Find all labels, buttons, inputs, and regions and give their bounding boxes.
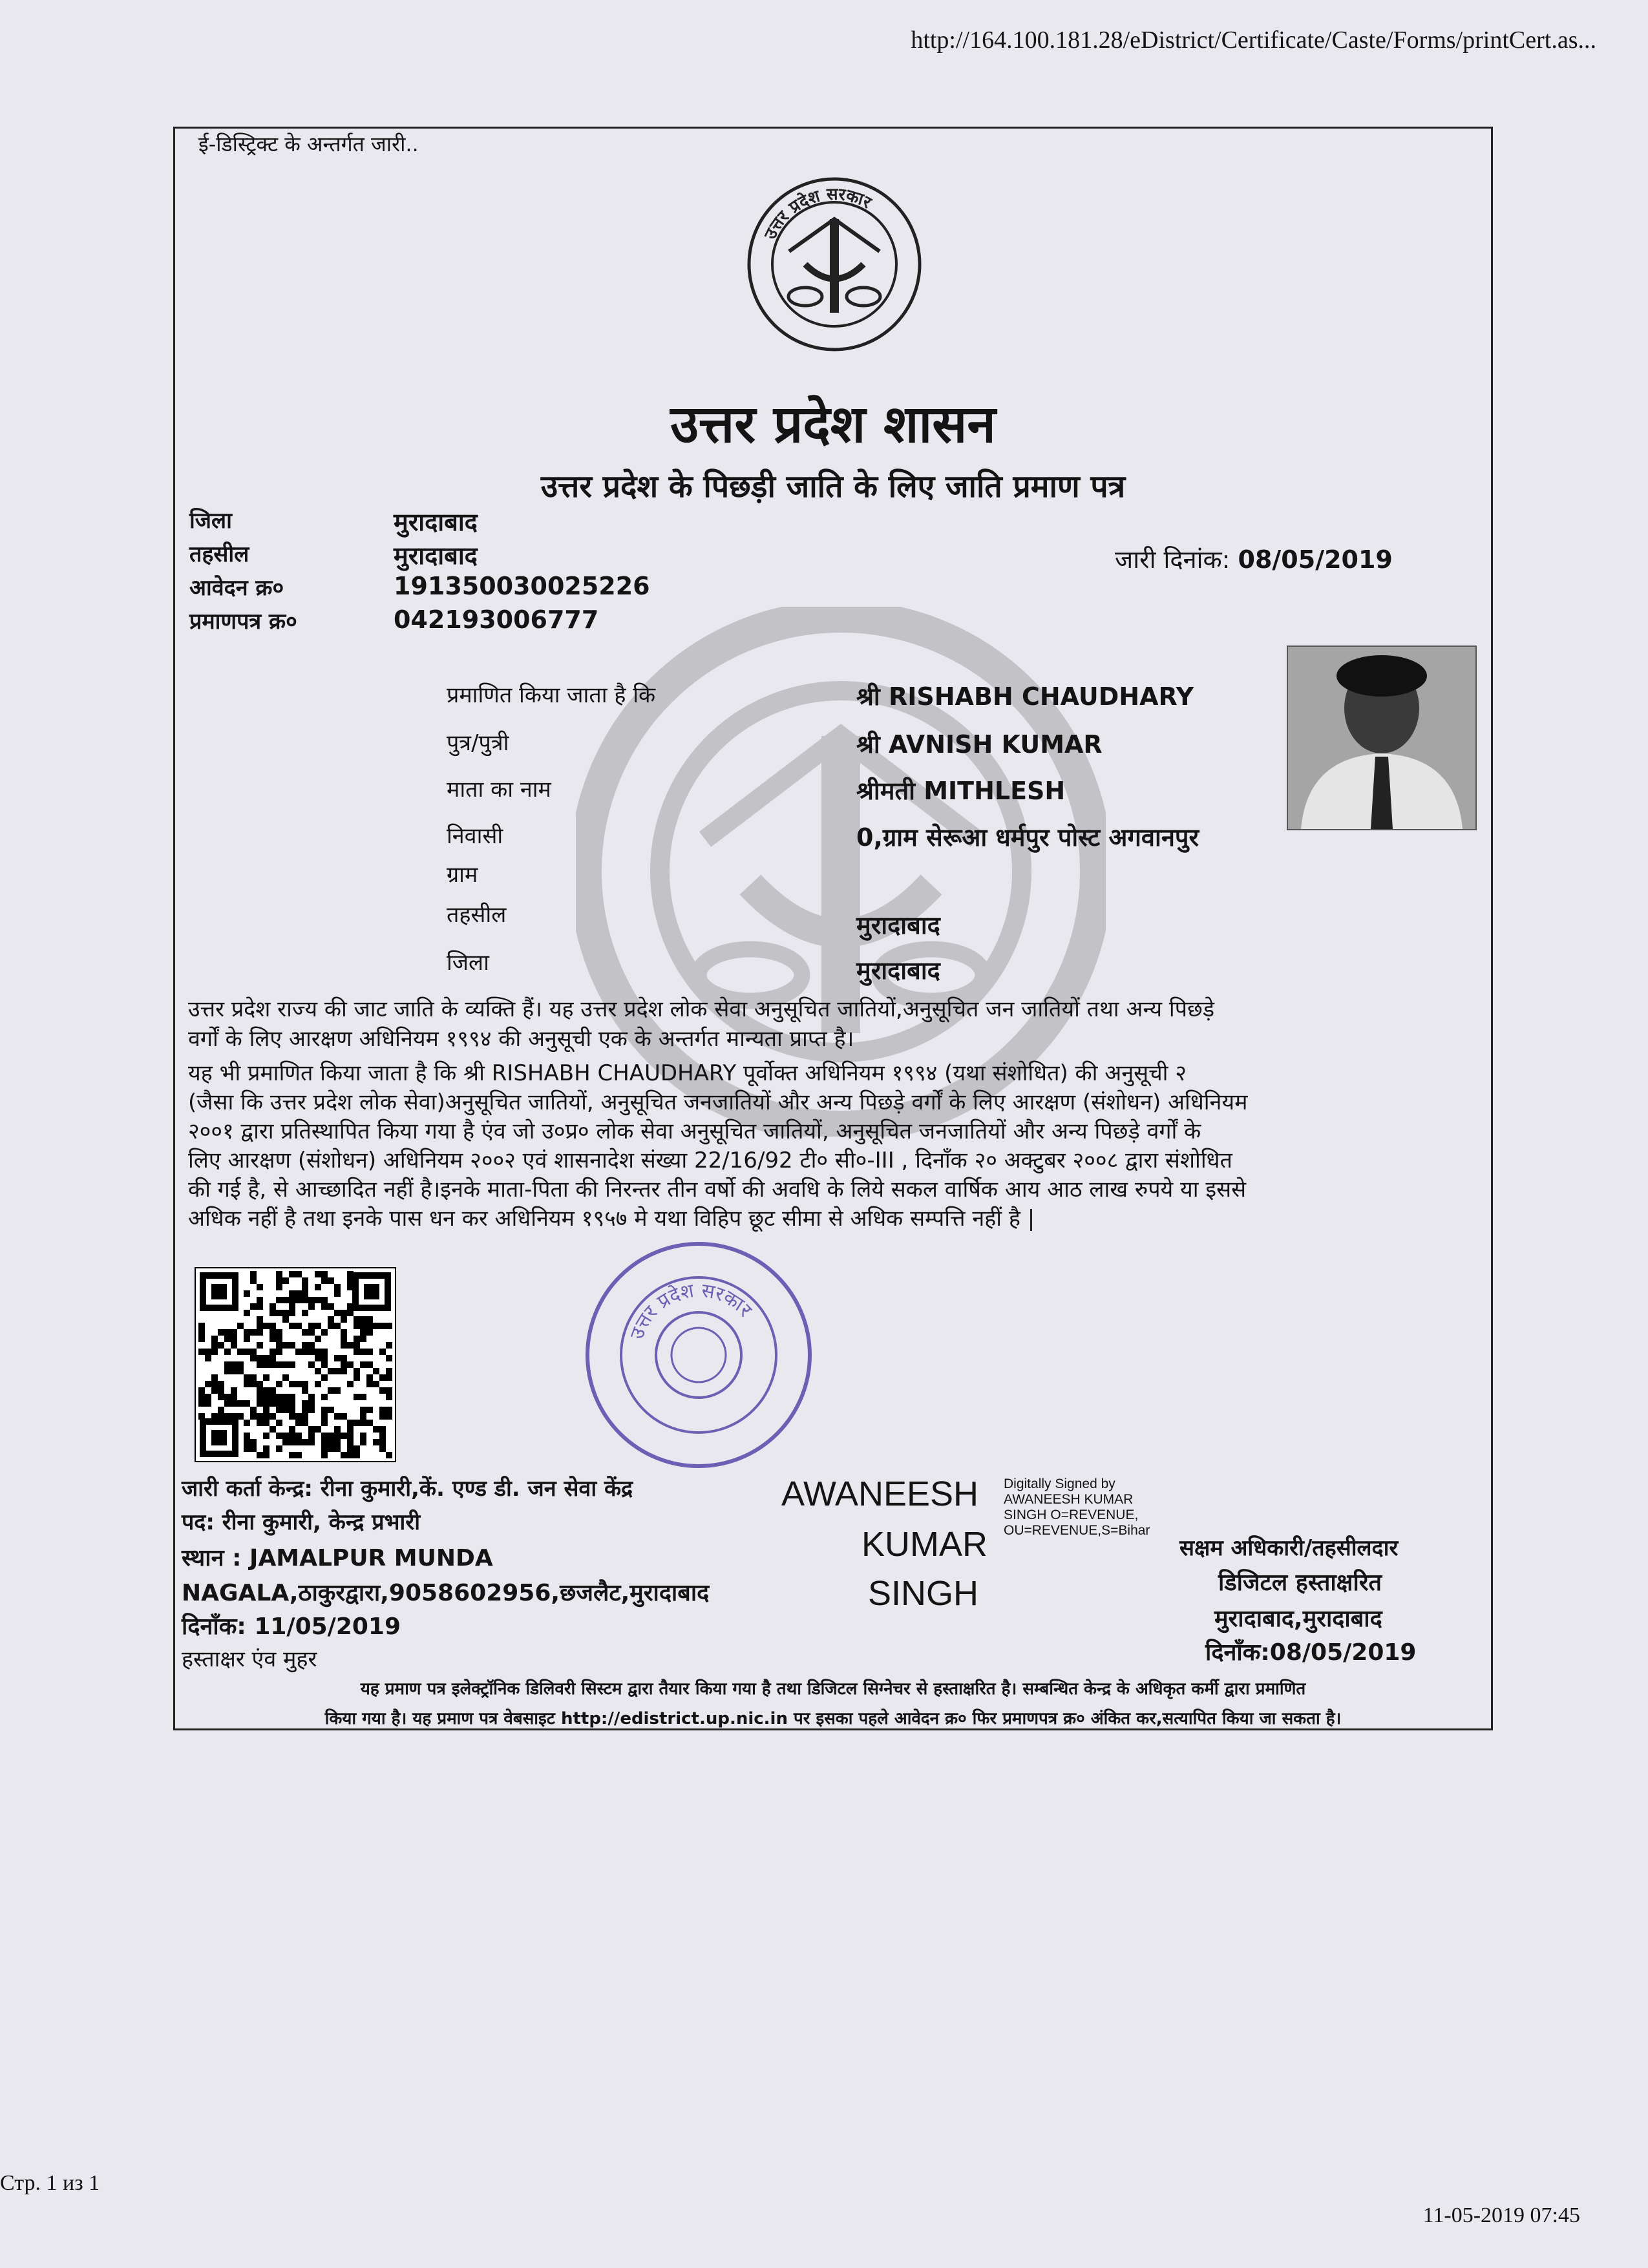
page-counter: Стр. 1 из 1 [0, 2171, 100, 2195]
detail-label-tehsil: तहसील [447, 902, 507, 928]
certificate-subtitle: उत्तर प्रदेश के पिछड़ी जाति के लिए जाति प्रमाण पत्र [540, 468, 1126, 505]
verification-note [182, 1674, 1484, 1734]
detail-label-child-of: पुत्र/पुत्री [447, 730, 509, 756]
meta-value-district: मुरादाबाद [394, 508, 478, 536]
issuer-post: पद: रीना कुमारी, केन्द्र प्रभारी [182, 1509, 421, 1535]
authority-digital: डिजिटल हस्ताक्षरित [1218, 1570, 1382, 1596]
certificate-frame [173, 127, 1493, 1730]
paragraph-line: यह भी प्रमाणित किया जाता है कि श्री RISHABH CHAUDHARY पूर्वोक्त अधिनियम १९९४ (यथा संशोधित) की अनुसूची २ [188, 1060, 1187, 1086]
meta-value-application-no: 191350030025226 [394, 572, 650, 600]
authority-title: सक्षम अधिकारी/तहसीलदार [1179, 1535, 1399, 1561]
emblem-text: उत्तर प्रदेश सरकार [761, 184, 874, 243]
meta-label-application-no: आवेदन क्र० [189, 575, 284, 601]
paragraph-line: २००१ द्वारा प्रतिस्थापित किया गया है एंव जो उ०प्र० लोक सेवा अनुसूचित जातियों, अनुसूचित जनजातियों और अन्य पिछड़े वर्गों के [188, 1118, 1201, 1144]
issuer-center: जारी कर्ता केन्द्र: रीना कुमारी,कें. एण्ड डी. जन सेवा केंद्र [182, 1476, 633, 1502]
paragraph-caste [188, 994, 1481, 1054]
authority-date: दिनाँक:08/05/2019 [1205, 1639, 1417, 1666]
office-seal-icon [582, 1239, 815, 1471]
print-timestamp: 11-05-2019 07:45 [1422, 2203, 1580, 2227]
meta-value-tehsil: मुरादाबाद [394, 541, 478, 570]
issue-date [1115, 542, 1393, 576]
issue-date-label: जारी दिनांक: [1115, 545, 1231, 574]
paragraph-line: लिए आरक्षण (संशोधन) अधिनियम २००२ एवं शासनादेश संख्या 22/16/92 टी० सी०-III , दिनाँक २० अक्टुबर २००८ द्वारा संशोधित [188, 1148, 1232, 1173]
detail-value-resident: 0,ग्राम सेरूआ धर्मपुर पोस्ट अगवानपुर [856, 823, 1199, 852]
issuer-place-line2: NAGALA,ठाकुरद्वारा,9058602956,छजलैट,मुरादाबाद [182, 1580, 710, 1606]
detail-value-name: श्री RISHABH CHAUDHARY [856, 682, 1194, 711]
detail-label-district: जिला [447, 950, 489, 976]
signed-by-line: SINGH O=REVENUE, [1004, 1507, 1139, 1522]
detail-value-tehsil: मुरादाबाद [856, 911, 940, 940]
meta-value-certificate-no: 042193006777 [394, 605, 599, 634]
detail-value-district: मुरादाबाद [856, 956, 940, 985]
detail-label-mother: माता का नाम [447, 777, 551, 803]
signature-name-1: AWANEESH [781, 1475, 979, 1513]
issuer-place-line1: स्थान : JAMALPUR MUNDA [182, 1545, 493, 1571]
paragraph-reservation [188, 1059, 1481, 1234]
signed-by-line: OU=REVENUE,S=Bihar [1004, 1523, 1150, 1538]
paragraph-line: की गई है, से आच्छादित नहीं है।इनके माता-पिता की निरन्तर तीन वर्षो की अवधि के लिये सकल वार्षिक आय आठ लाख रुपये या इससे [188, 1177, 1247, 1202]
print-url: http://164.100.181.28/eDistrict/Certificate/Caste/Forms/printCert.as... [911, 26, 1596, 54]
digital-signature-details [1004, 1476, 1150, 1538]
issue-date-value: 08/05/2019 [1238, 545, 1393, 574]
detail-label-resident: निवासी [447, 823, 503, 849]
footer-line: यह प्रमाण पत्र इलेक्ट्रॉनिक डिलिवरी सिस्टम द्वारा तैयार किया गया है तथा डिजिटल सिग्नेचर से हस्ताक्षरित है। सम्बन्धित केन्द्र के अधिकृत कर्मी द्वारा प्रमाणित [360, 1679, 1306, 1699]
paragraph-line: उत्तर प्रदेश राज्य की जाट जाति के व्यक्ति हैं। यह उत्तर प्रदेश लोक सेवा अनुसूचित जातियों,अनुसूचित जन जातियों तथा अन्य पिछड़े [188, 996, 1215, 1022]
meta-label-district: जिला [189, 508, 232, 534]
issuer-date: दिनाँक: 11/05/2019 [182, 1613, 401, 1640]
detail-value-mother: श्रीमती MITHLESH [856, 777, 1066, 805]
detail-label-certified: प्रमाणित किया जाता है कि [447, 682, 656, 708]
applicant-photo [1287, 646, 1477, 830]
meta-label-tehsil: तहसील [189, 541, 249, 567]
footer-line: किया गया है। यह प्रमाण पत्र वेबसाइट http://edistrict.up.nic.in पर इसका पहले आवेदन क्र० फिर प्रमाणपत्र क्र० अंकित कर,सत्यापित किया जा सकता है। [324, 1709, 1342, 1728]
stamp-text: उत्तर प्रदेश सरकार [626, 1279, 757, 1343]
signature-name-2: KUMAR [861, 1525, 988, 1564]
detail-value-father: श्री AVNISH KUMAR [856, 730, 1103, 759]
authority-place: मुरादाबाद,मुरादाबाद [1214, 1606, 1382, 1632]
signed-by-line: Digitally Signed by [1004, 1476, 1115, 1491]
paragraph-line: अधिक नहीं है तथा इनके पास धन कर अधिनियम १९५७ मे यथा विहिप छूट सीमा से अधिक सम्पत्ति नहीं है | [188, 1206, 1035, 1232]
up-emblem-icon [744, 174, 925, 355]
top-note: ई-डिस्ट्रिक्ट के अन्तर्गत जारी.. [198, 132, 419, 156]
paragraph-line: (जैसा कि उत्तर प्रदेश लोक सेवा)अनुसूचित जातियों, अनुसूचित जनजातियों और अन्य पिछड़े वर्गों के लिए आरक्षण (संशोधन) अधिनियम [188, 1089, 1248, 1115]
signature-name-3: SINGH [868, 1574, 979, 1613]
detail-label-village: ग्राम [447, 862, 478, 888]
qr-code-icon [195, 1267, 396, 1462]
page-title: उत्तर प्रदेश शासन [670, 394, 996, 454]
signed-by-line: AWANEESH KUMAR [1004, 1492, 1134, 1507]
meta-label-certificate-no: प्रमाणपत्र क्र० [189, 609, 297, 635]
issuer-sign-label: हस्ताक्षर एंव मुहर [182, 1646, 317, 1672]
paragraph-line: वर्गों के लिए आरक्षण अधिनियम १९९४ की अनुसूची एक के अन्तर्गत मान्यता प्राप्त है। [188, 1026, 854, 1052]
